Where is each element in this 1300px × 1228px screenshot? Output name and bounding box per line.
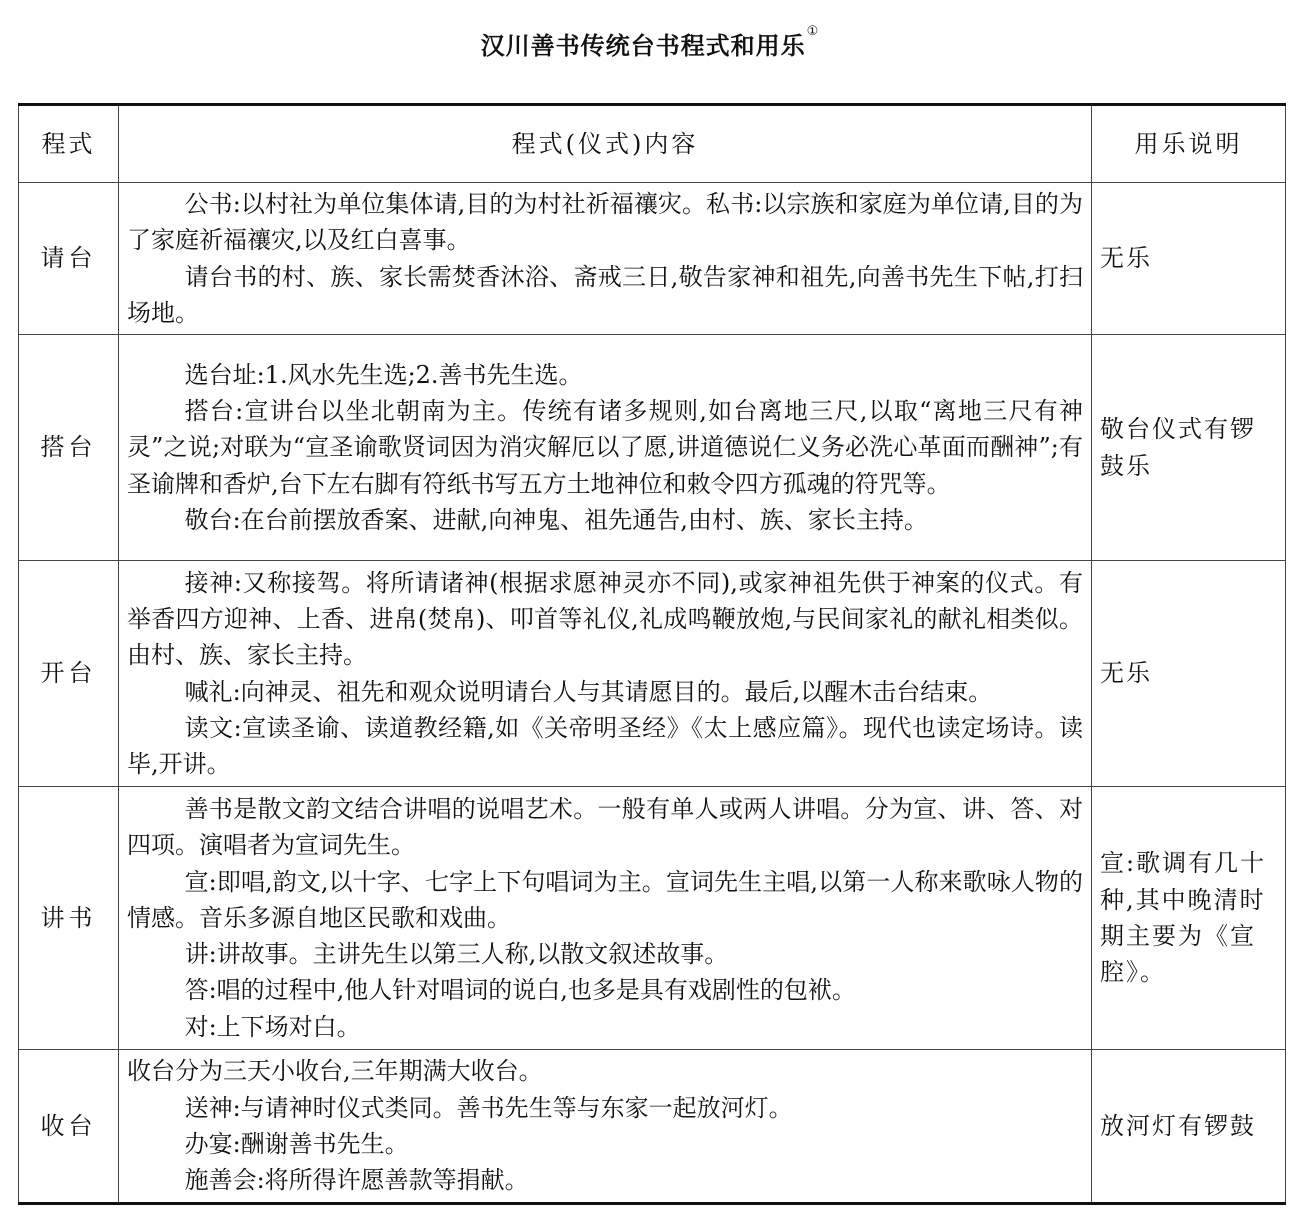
table-row xyxy=(19,561,1286,787)
content-paragraph: 办宴:酬谢善书先生。 xyxy=(184,1130,409,1158)
header-content: 程式(仪式)内容 xyxy=(119,105,1092,183)
procedure-name: 请台 xyxy=(19,183,119,335)
content-paragraph: 宣:即唱,韵文,以十字、七字上下句唱词为主。宣词先生主唱,以第一人称来歌咏人物的情感。音乐多源自地区民歌和戏曲。 xyxy=(127,867,1083,932)
music-note: 无乐 xyxy=(1092,183,1286,335)
header-music: 用乐说明 xyxy=(1092,105,1286,183)
page-title xyxy=(0,26,1300,61)
content-paragraph: 施善会:将所得许愿善款等捐献。 xyxy=(184,1166,529,1195)
table-row xyxy=(19,787,1286,1050)
content-paragraph: 接神:又称接驾。将所请诸神(根据求愿神灵亦不同),或家神祖先供于神案的仪式。有举香四方迎神、上香、进帛(焚帛)、叩首等礼仪,礼成鸣鞭放炮,与民间家礼的献礼相类似。由村、族、家长主持。 xyxy=(127,568,1083,670)
table-header-row xyxy=(19,105,1286,183)
procedure-name: 讲书 xyxy=(19,787,119,1050)
table-row xyxy=(19,335,1286,561)
content-paragraph: 读文:宣读圣谕、读道教经籍,如《关帝明圣经》《太上感应篇》。现代也读定场诗。读毕,开讲。 xyxy=(127,713,1083,779)
content-paragraph: 讲:讲故事。主讲先生以第三人称,以散文叙述故事。 xyxy=(184,940,729,969)
music-note: 无乐 xyxy=(1092,561,1286,787)
procedure-content xyxy=(119,335,1092,561)
content-paragraph: 善书是散文韵文结合讲唱的说唱艺术。一般有单人或两人讲唱。分为宣、讲、答、对四项。演唱者为宣词先生。 xyxy=(127,794,1083,860)
procedure-content xyxy=(119,787,1092,1050)
procedure-content xyxy=(119,561,1092,787)
content-paragraph: 收台分为三天小收台,三年期满大收台。 xyxy=(127,1057,543,1086)
content-paragraph: 公书:以村社为单位集体请,目的为村社祈福禳灾。私书:以宗族和家庭为单位请,目的为了家庭祈福禳灾,以及红白喜事。 xyxy=(127,189,1083,255)
content-paragraph: 对:上下场对白。 xyxy=(184,1012,361,1041)
content-paragraph: 选台址:1.风水先生选;2.善书先生选。 xyxy=(184,360,583,389)
procedure-name: 收台 xyxy=(19,1050,119,1204)
table-row xyxy=(19,1050,1286,1204)
content-paragraph: 敬台:在台前摆放香案、进献,向神鬼、祖先通告,由村、族、家长主持。 xyxy=(184,505,928,534)
table-row xyxy=(19,183,1286,335)
procedure-name: 开台 xyxy=(19,561,119,787)
footnote-mark: ① xyxy=(806,24,820,39)
content-paragraph: 搭台:宣讲台以坐北朝南为主。传统有诸多规则,如台离地三尺,以取“离地三尺有神灵”之说;对联为“宣圣谕歌贤词因为消灾解厄以了愿,讲道德说仁义务必洗心革面而酬神”;有圣谕牌和香炉,台下左右脚有符纸书写五方土地神位和敕令四方孤魂的符咒等。 xyxy=(127,397,1083,498)
header-procedure: 程式 xyxy=(19,105,119,183)
music-note: 敬台仪式有锣鼓乐 xyxy=(1092,335,1286,561)
procedure-content xyxy=(119,1050,1092,1204)
music-note: 宣:歌调有几十种,其中晚清时期主要为《宣腔》。 xyxy=(1092,787,1286,1050)
content-paragraph: 喊礼:向神灵、祖先和观众说明请台人与其请愿目的。最后,以醒木击台结束。 xyxy=(184,677,993,706)
ritual-table xyxy=(18,103,1286,1205)
content-paragraph: 送神:与请神时仪式类同。善书先生等与东家一起放河灯。 xyxy=(184,1093,793,1122)
procedure-name: 搭台 xyxy=(19,335,119,561)
content-paragraph: 请台书的村、族、家长需焚香沐浴、斋戒三日,敬告家神和祖先,向善书先生下帖,打扫场地。 xyxy=(127,262,1083,327)
title-text: 汉川善书传统台书程式和用乐 xyxy=(480,32,806,60)
procedure-content xyxy=(119,183,1092,335)
music-note: 放河灯有锣鼓 xyxy=(1092,1050,1286,1204)
content-paragraph: 答:唱的过程中,他人针对唱词的说白,也多是具有戏剧性的包袱。 xyxy=(184,976,856,1005)
